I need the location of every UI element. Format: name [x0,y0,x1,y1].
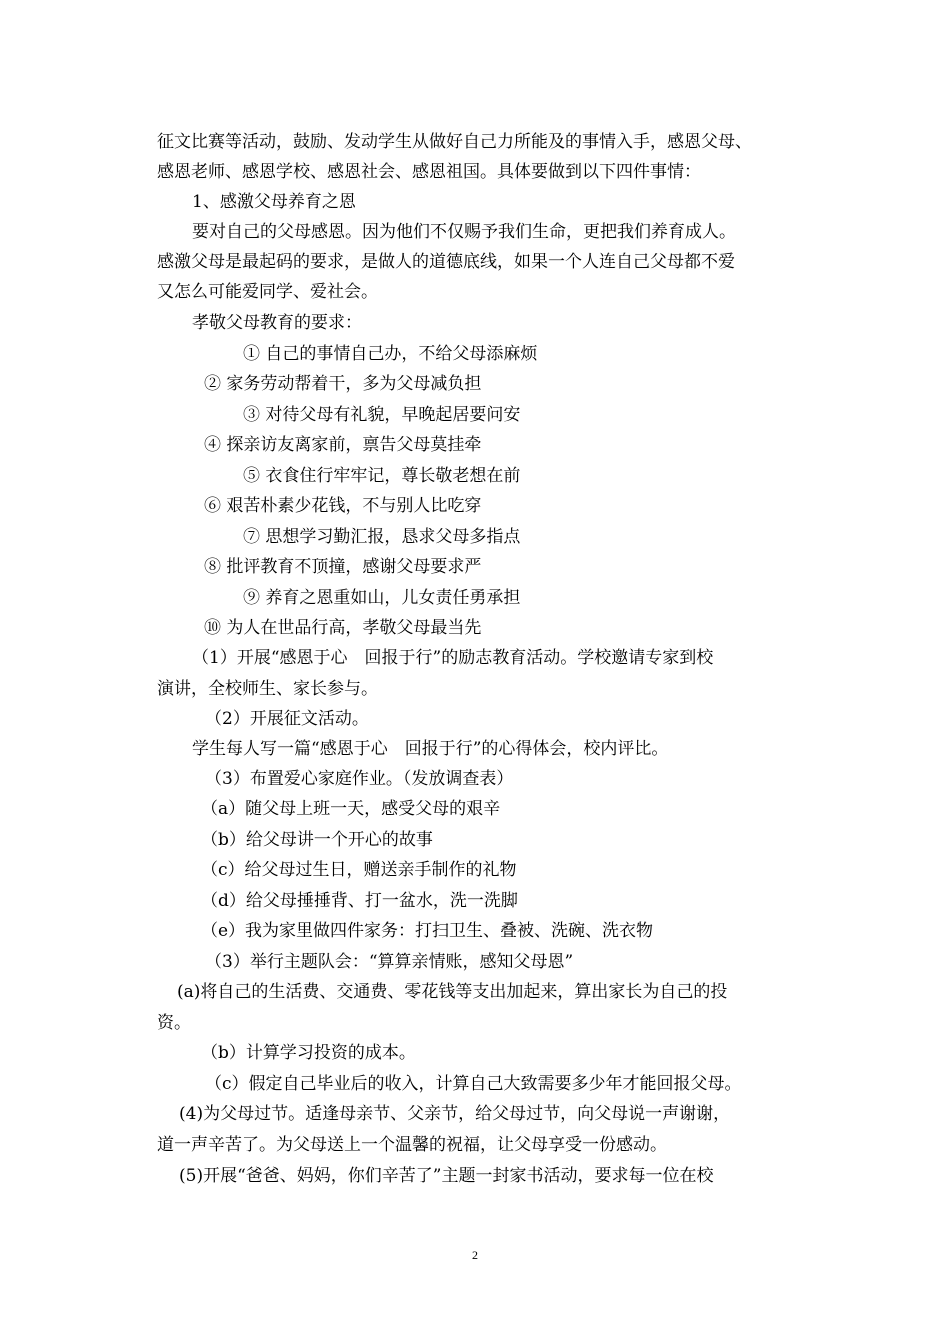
list-item: ② 家务劳动帮着干，多为父母减负担 [204,374,482,394]
list-item: （c）给父母过生日，赠送亲手制作的礼物 [201,860,517,880]
paragraph-line: (4)为父母过节。适逢母亲节、父亲节，给父母过节，向父母说一声谢谢， [179,1104,731,1124]
paragraph-line: 要对自己的父母感恩。因为他们不仅赐予我们生命，更把我们养育成人。 [192,222,736,242]
paragraph-line: 演讲，全校师生、家长参与。 [157,679,378,699]
list-item: （e）我为家里做四件家务：打扫卫生、叠被、洗碗、洗衣物 [201,921,654,941]
paragraph-line: （2）开展征文活动。 [205,709,369,729]
list-item: ③ 对待父母有礼貌，早晚起居要问安 [243,405,521,425]
paragraph-line: 感激父母是最起码的要求，是做人的道德底线，如果一个人连自己父母都不爱 [157,252,735,272]
list-item: ⑦ 思想学习勤汇报，恳求父母多指点 [243,527,521,547]
paragraph-line: (a)将自己的生活费、交通费、零花钱等支出加起来，算出家长为自己的投 [177,982,728,1002]
paragraph-line: （b）计算学习投资的成本。 [201,1043,416,1063]
list-item: ⑤ 衣食住行牢牢记，尊长敬老想在前 [243,466,521,486]
paragraph-line: （3）举行主题队会：“算算亲情账，感知父母恩” [205,952,574,972]
paragraph-line: （c）假定自己毕业后的收入，计算自己大致需要多少年才能回报父母。 [205,1074,742,1094]
list-item: （a）随父母上班一天，感受父母的艰辛 [201,799,501,819]
paragraph-line: （3）布置爱心家庭作业。（发放调查表） [205,769,514,789]
list-item: ⑩ 为人在世品行高，孝敬父母最当先 [204,618,482,638]
paragraph-line: 学生每人写一篇“感恩于心 回报于行”的心得体会，校内评比。 [192,739,669,759]
page-number: 2 [472,1248,478,1262]
paragraph-line: (5)开展“爸爸、妈妈，你们辛苦了”主题一封家书活动，要求每一位在校 [179,1166,714,1186]
paragraph-line: 征文比赛等活动，鼓励、发动学生从做好自己力所能及的事情入手，感恩父母、 [157,132,752,152]
subheading: 孝敬父母教育的要求： [192,313,362,333]
paragraph-line: 道一声辛苦了。为父母送上一个温馨的祝福，让父母享受一份感动。 [157,1135,667,1155]
list-item: ① 自己的事情自己办，不给父母添麻烦 [243,344,538,364]
list-item: （d）给父母捶捶背、打一盆水，洗一洗脚 [201,891,518,911]
paragraph-line: （1）开展“感恩于心 回报于行”的励志教育活动。学校邀请专家到校 [192,648,714,668]
list-item: ⑨ 养育之恩重如山，儿女责任勇承担 [243,588,521,608]
list-item: ⑥ 艰苦朴素少花钱，不与别人比吃穿 [204,496,482,516]
section-heading: 1、感激父母养育之恩 [192,192,356,212]
list-item: ⑧ 批评教育不顶撞，感谢父母要求严 [204,557,482,577]
paragraph-line: 感恩老师、感恩学校、感恩社会、感恩祖国。具体要做到以下四件事情： [157,162,701,182]
list-item: ④ 探亲访友离家前，禀告父母莫挂牵 [204,435,482,455]
list-item: （b）给父母讲一个开心的故事 [201,830,433,850]
paragraph-line: 资。 [157,1013,191,1033]
paragraph-line: 又怎么可能爱同学、爱社会。 [157,282,378,302]
